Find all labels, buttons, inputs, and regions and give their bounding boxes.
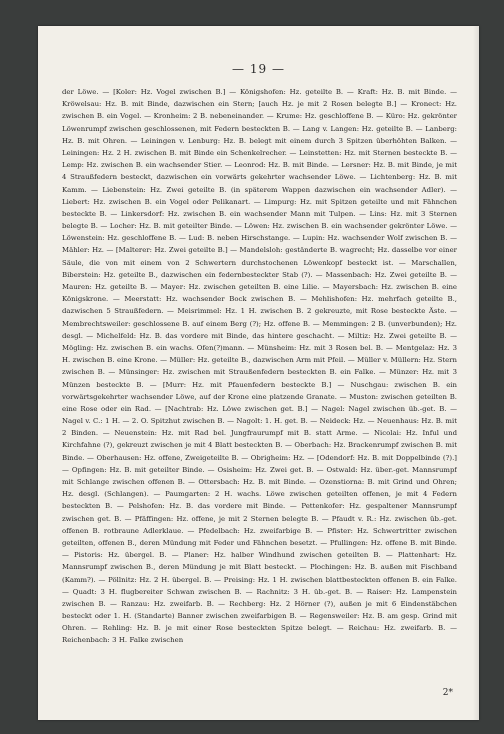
page-body-text: der Löwe. — [Koler: Hz. Vogel zwischen B.] — Königshofen: Hz. geteilte B. — Kraft: Hz. B. mit Binde. — Kröwelsau: Hz. B. mit Binde, dazwischen ein Stern; [auch Hz. je mit 2 Rosen belegte B.] — Kronect: Hz. zwischen B. ein Vogel. — Kronheim: 2 B. nebeneinander. — Krume: Hz. geschloffene B. — Küro: Hz. gekrönter Löwenrumpf zwischen geschlossenen, mit Federn besteckten B. — Lang v. Langen: Hz. geteilte B. — Lanberg: Hz. B. mit Ohren. — Leiningen v. Lenburg: Hz. B. belegt mit einem durch 3 Spitzen überhöhten Balken. — Leiningen: Hz. 2 H. zwischen B. mit Binde ein Schenkelrecher. — Leinstetten: Hz. mit Sternen besteckte B. — Lemp: Hz. zwischen B. ein wachsender Stier. — Leonrod: Hz. B. mit Binde. — Lersner: Hz. B. mit Binde, je mit 4 Straußfedern besteckt, dazwischen ein vorwärts gekehrter wachsender Löwe. — Lichtenberg: Hz. B. mit Kamm. — Liebenstein: Hz. Zwei geteilte B. (in späterem Wappen dazwischen ein wachsender Adler). — Liebert: Hz. zwischen B. ein Vogel oder Pelikanart. — Limpurg: Hz. mit Spitzen geteilte und mit Fähnchen besteckte B. — Linkersdorf: Hz. zwischen B. ein wachsender Mann mit Tulpen. — Lins: Hz. mit 3 Sternen belegte B. — Locher: Hz. B. mit geteilter Binde. — Löwen: Hz. zwischen B. ein wachsender gekrönter Löwe. — Löwenstein: Hz. geschloffene B. — Lud: B. neben Hirschstange. — Lupin: Hz. wachsender Wolf zwischen B. — Mähler: Hz. — [Malterer: Hz. Zwei geteilte B.] — Mandelsloh: geständerte B. wagrecht; Hz. dasselbe vor einer Säule, die von mit einem von 2 Schwertern durchstochenen Löwenkopf besteckt ist. — Marschallen, Biberstein: Hz. geteilte B., dazwischen ein federnbesteckter Stab (?). — Massenbach: Hz. Zwei geteilte B. — Mauren: Hz. geteilte B. — Mayer: Hz. zwischen geteilten B. eine Lilie. — Mayersbach: Hz. zwischen B. eine Königskrone. — Meerstatt: Hz. wachsender Bock zwischen B. — Mehlishofen: Hz. mehrfach geteilte B., dazwischen 5 Straußfedern. — Meisrimmel: Hz. 1 H. zwischen B. 2 gekreuzte, mit Rose besteckte Äste. — Membrechtsweiler: geschlossene B. auf einem Berg (?); Hz. offene B. — Memmingen: 2 B. (unverbunden); Hz. desgl. — Michelfeld: Hz. B. das vordere mit Binde, das hintere geschacht. — Miltiz: Hz. Zwei geteilte B. — Mögling: Hz. zwischen B. ein wachs. Ofen(?)mann. — Münsheim: Hz. mit 3 Rosen bel. B. — Mentgelaz: Hz. 3 H. zwischen B. eine Krone. — Müller: Hz. geteilte B., dazwischen Arm mit Pfeil. — Müller v. Müllern: Hz. Stern zwischen B. — Münsinger: Hz. zwischen mit Straußenfedern besteckten B. ein Falke. — Münzer: Hz. mit 3 Münzen besteckte B. — [Murr: Hz. mit Pfauenfedern besteckte B.] — Nuschgau: zwischen B. ein vorwärtsgekehrter wachsender Löwe, auf der Krone eine platzende Granate. — Muston: zwischen geteilten B. eine Rose oder ein Rad. — [Nachtrab: Hz. Löwe zwischen get. B.] — Nagel: Nagel zwischen üb.-get. B. — Nagel v. C.: 1 H. — 2. O. Spitzhut zwischen B. — Nagolt: 1. H. get. B. — Neideck: Hz. — Neuenhaus: Hz. B. mit 2 Binden. — Neuenstein: Hz. mit Rad bel. Jungfraurumpf mit B. statt Arme. — Nicolai: Hz. Inful und Kirchfahne (?), gekreuzt zwischen je mit 4 Blatt besteckten B. — Oberbach: Hz. Brackenrumpf zwischen B. mit Binde. — Oberhausen: Hz. offene, Zweigeteilte B. — Obrigheim: Hz. — [Odendorf: Hz. B. mit Doppelbinde (?).] — Opfingen: Hz. B. mit geteilter Binde. — Osisheim: Hz. Zwei get. B. — Ostwald: Hz. über.-get. Mannsrumpf mit Schlange zwischen offenen B. — Ottersbach: Hz. B. mit Binde. — Ozenstiorna: B. mit Grind und Ohren; Hz. desgl. (Schlangen). — Paumgarten: 2 H. wachs. Löwe zwischen geteilten offenen, je mit 4 Federn besteckten B. — Pelshofen: Hz. B. das vordere mit Binde. — Pettenkofer: Hz. gespaltener Mannsrumpf zwischen get. B. — Pfäffingen: Hz. offene, je mit 2 Sternen belegte B. — Pfaudt v. R.: Hz. zwischen üb.-get. offenen B. rotbraune Adlerklaue. — Pfedelbach: Hz. zweifarbige B. — Pfister: Hz. Schwertritter zwischen geteilten, offenen B., deren Mündung mit Feder und Fähnchen besetzt. — Pfullingen: Hz. offene B. mit Binde. — Pistoris: Hz. übergel. B. — Planer: Hz. halber Windhund zwischen geteilten B. — Plattenhart: Hz. Mannsrumpf zwischen B., deren Mündung je mit Blatt besteckt. — Plochingen: Hz. B. außen mit Fischband (Kamm?). — Pöllnitz: Hz. 2 H. übergel. B. — Preising: Hz. 1 H. zwischen blattbesteckten offenen B. ein Falke. — Quadt: 3 H. flugbereiter Schwan zwischen B. — Rachnitz: 3 H. üb.-get. B. — Raiser: Hz. Lampenstein zwischen B. — Ranzau: Hz. zweifarb. B. — Rechberg: Hz. 2 Hörner (?), außen je mit 6 Eindenstäbchen besteckt oder 1. H. (Standarte) Banner zwischen zweifarbigen B. — Regensweiler: Hz. B. am gesp. Grind mit Ohren. — Rehling: Hz. B. je mit einer Rose besteckten Spitze belegt. — Reichau: Hz. zweifarb. B. — Reichenbach: 3 H. Falke zwischen — [62, 88, 457, 645]
page-shadow-edge — [473, 26, 479, 720]
page-number: — 19 — — [232, 62, 285, 76]
book-page — [38, 26, 479, 720]
page-signature-mark: 2* — [442, 688, 453, 698]
